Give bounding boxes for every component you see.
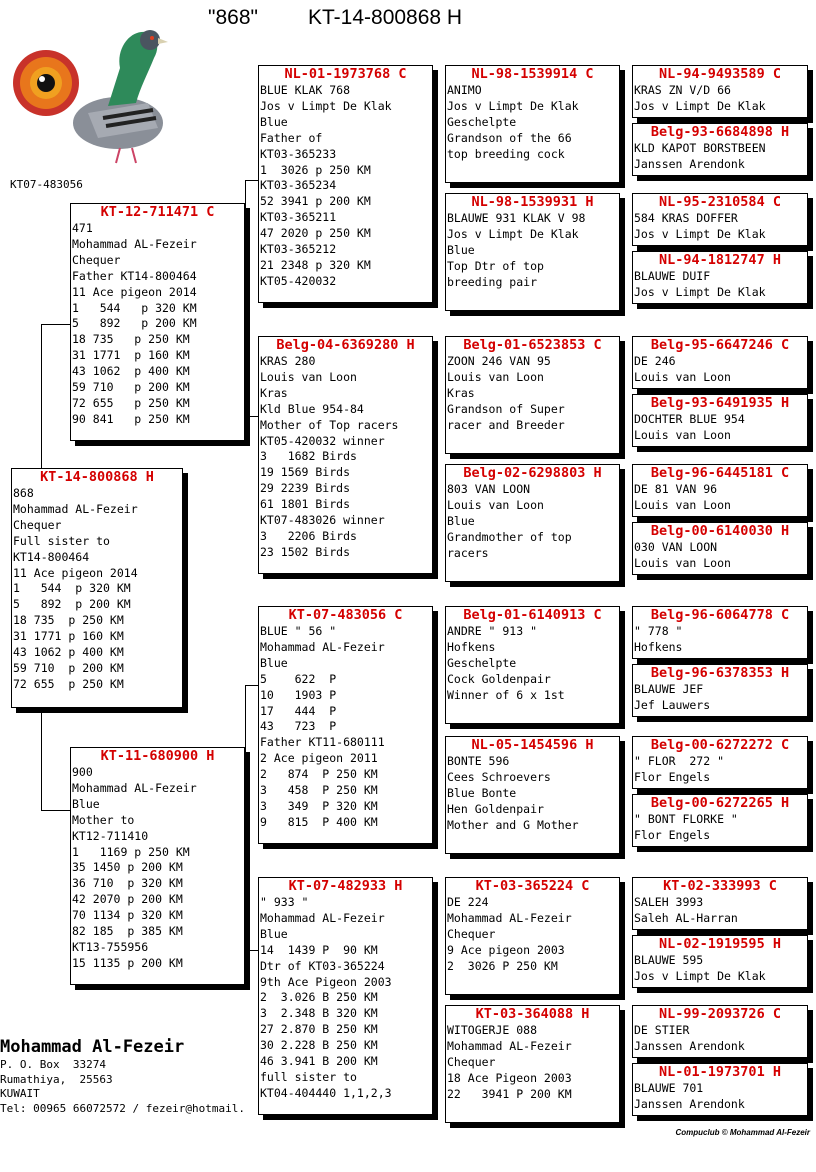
ring-number: NL-98-1539931 H [471,194,594,210]
pedigree-line: Mohammad AL-Fezeir [13,501,138,516]
pedigree-line: Chequer [72,252,121,267]
pedigree-line: Louis van Loon [634,555,731,570]
ring-number: KT-11-680900 H [100,748,215,764]
pedigree-line: KT03-365234 [260,178,337,193]
pedigree-line: Chequer [447,1054,496,1069]
pedigree-card [632,606,808,659]
pedigree-line: KT12-711410 [72,828,149,843]
pedigree-line: 030 VAN LOON [634,540,718,554]
pedigree-line: 36 710 p 320 KM [72,876,183,891]
pedigree-line: Louis van Loon [634,497,731,512]
pedigree-line: Louis van Loon [447,497,544,512]
pedigree-line: KT05-420032 winner [260,433,385,448]
pedigree-line: 1 1169 p 250 KM [72,844,190,859]
pedigree-card [632,522,808,575]
pedigree-line: Jos v Limpt De Klak [447,98,579,113]
pedigree-card [70,747,245,985]
pedigree-card [445,65,620,183]
pedigree-line: Jos v Limpt De Klak [634,226,766,241]
pedigree-line: Kras [260,385,288,400]
pedigree-line: Louis van Loon [260,369,357,384]
pedigree-line: 14 1439 P 90 KM [260,942,378,957]
pedigree-line: Grandson of the 66 [447,130,572,145]
ring-number: KT-03-365224 C [475,878,590,894]
pedigree-line: 18 735 p 250 KM [13,613,124,628]
pedigree-line: 47 2020 p 250 KM [260,226,371,241]
pedigree-line: 5 892 p 200 KM [72,316,197,331]
pedigree-line: Geschelpte [447,655,517,670]
ring-number: KT-12-711471 C [100,204,215,220]
ring-number: Belg-95-6647246 C [650,337,790,353]
pedigree-line: DE STIER [634,1023,690,1037]
pedigree-card [632,877,808,930]
pedigree-line: Hofkens [447,639,496,654]
pedigree-line: 43 1062 p 400 KM [72,364,190,379]
ring-number: KT-03-364088 H [475,1006,590,1022]
pedigree-line: " FLOR 272 " [634,754,725,768]
ring-number: Belg-04-6369280 H [276,337,415,353]
owner-line: Tel: 00965 66072572 / fezeir@hotmail. [0,1101,246,1115]
pedigree-line: WITOGERJE 088 [447,1023,538,1037]
pedigree-line: Mohammad AL-Fezeir [72,236,197,251]
ring-number: Belg-93-6491935 H [650,395,790,411]
pedigree-line: Mohammad AL-Fezeir [72,780,197,795]
pedigree-line: " 778 " [634,624,683,638]
pedigree-card [258,65,433,303]
pedigree-line: Kras [447,385,475,400]
pedigree-line: Top Dtr of top [447,258,544,273]
pedigree-card [445,606,620,724]
pedigree-line: KT14-800464 [13,549,90,564]
pedigree-card [632,123,808,176]
pedigree-line: 15 1135 p 200 KM [72,955,183,970]
eye-and-pigeon-logo [8,18,178,168]
pedigree-line: Grandson of Super [447,401,565,416]
pedigree-line: 22 3941 P 200 KM [447,1086,572,1101]
pedigree-line: top breeding cock [447,146,565,161]
pedigree-card [445,1005,620,1123]
pedigree-line: 19 1569 Birds [260,465,351,480]
pedigree-line: Father of [260,130,323,145]
pedigree-line: Janssen Arendonk [634,1038,745,1053]
pedigree-card [632,935,808,988]
pedigree-card [632,251,808,304]
ring-number: NL-01-1973701 H [659,1064,781,1080]
pedigree-card [445,464,620,582]
pedigree-line: DE 224 [447,895,489,909]
ring-number: Belg-02-6298803 H [463,465,602,481]
pedigree-line: Mohammad AL-Fezeir [260,639,385,654]
pedigree-line: 21 2348 p 320 KM [260,257,371,272]
ring-number: NL-94-9493589 C [659,66,781,82]
pedigree-line: Jos v Limpt De Klak [634,968,766,983]
pedigree-line: 900 [72,765,93,779]
pedigree-line: Cock Goldenpair [447,671,551,686]
pedigree-line: 3 1682 Birds [260,449,357,464]
pedigree-card [258,606,433,844]
pedigree-line: 2 3.026 B 250 KM [260,990,378,1005]
pedigree-line: BONTE 596 [447,754,510,768]
pedigree-card [445,736,620,854]
pedigree-line: 27 2.870 B 250 KM [260,1022,378,1037]
pedigree-line: KT03-365233 [260,146,337,161]
pedigree-line: Grandmother of top [447,529,572,544]
pedigree-line: DE 81 VAN 96 [634,482,718,496]
pedigree-line: 17 444 P [260,703,337,718]
pedigree-line: Janssen Arendonk [634,156,745,171]
pedigree-line: BLUE " 56 " [260,624,337,638]
pedigree-line: 3 2.348 B 320 KM [260,1006,378,1021]
copyright-credit: Compuclub © Mohammad Al-Fezeir [675,1128,810,1137]
pedigree-line: 61 1801 Birds [260,497,351,512]
pedigree-line: KT03-365212 [260,242,337,257]
pedigree-line: 35 1450 p 200 KM [72,860,183,875]
ring-number: Belg-96-6064778 C [650,607,790,623]
pedigree-line: 30 2.228 B 250 KM [260,1038,378,1053]
pedigree-line: 70 1134 p 320 KM [72,908,183,923]
pedigree-line: 9 815 P 400 KM [260,814,378,829]
ring-number: NL-98-1539914 C [471,66,594,82]
ring-number: KT-07-482933 H [288,878,403,894]
owner-block [0,1036,245,1116]
ring-number: Belg-93-6684898 H [650,124,790,140]
ring-number: Belg-96-6445181 C [650,465,790,481]
pedigree-line: 72 655 p 250 KM [72,395,190,410]
pedigree-line: Mother to [72,812,135,827]
pedigree-line: " 933 " [260,895,309,909]
pedigree-card [632,65,808,118]
pedigree-line: KT07-483026 winner [260,513,385,528]
pedigree-line: 2 874 P 250 KM [260,767,378,782]
pedigree-line: 59 710 p 200 KM [13,660,124,675]
pedigree-line: 42 2070 p 200 KM [72,892,183,907]
pigeon-ring-title: KT-14-800868 H [308,6,463,29]
pedigree-line: KT03-365211 [260,210,337,225]
pedigree-line: Flor Engels [634,827,711,842]
ring-number: NL-99-2093726 C [659,1006,781,1022]
pedigree-line: Hofkens [634,639,683,654]
pedigree-line: " BONT FLORKE " [634,812,738,826]
pedigree-line: Louis van Loon [634,427,731,442]
pedigree-line: Blue Bonte [447,785,517,800]
owner-line: P. O. Box 33274 [0,1058,106,1071]
pedigree-line: 2 Ace pigeon 2011 [260,751,378,766]
pedigree-line: BLAUWE DUIF [634,269,711,283]
pedigree-card [632,664,808,717]
pedigree-card [632,1005,808,1058]
pedigree-card [258,877,433,1115]
pedigree-line: KT13-755956 [72,939,149,954]
pedigree-line: 584 KRAS DOFFER [634,211,738,225]
pedigree-card [445,336,620,454]
pedigree-line: KT04-404440 1,1,2,3 [260,1085,392,1100]
pedigree-card [445,193,620,311]
pedigree-line: Louis van Loon [634,369,731,384]
pedigree-line: Father KT14-800464 [72,268,197,283]
owner-name: Mohammad Al-Fezeir [0,1037,185,1057]
pedigree-card [632,193,808,246]
pedigree-line: BLAUWE 931 KLAK V 98 [447,211,586,225]
pedigree-line: ZOON 246 VAN 95 [447,354,551,368]
ring-number: KT-14-800868 H [40,469,154,485]
pedigree-line: Chequer [13,517,62,532]
pedigree-line: KT05-420032 [260,273,337,288]
pedigree-line: DOCHTER BLUE 954 [634,412,745,426]
pedigree-line: 2 3026 P 250 KM [447,958,558,973]
pedigree-line: 72 655 p 250 KM [13,676,124,691]
pedigree-line: 3 458 P 250 KM [260,783,378,798]
pedigree-line: Blue [447,513,475,528]
ring-number: NL-01-1973768 C [284,66,407,82]
pedigree-line: breeding pair [447,274,538,289]
pedigree-line: Dtr of KT03-365224 [260,958,385,973]
pedigree-card [632,464,808,517]
ring-number: NL-05-1454596 H [471,737,594,753]
pedigree-line: 18 735 p 250 KM [72,332,190,347]
pedigree-line: Kld Blue 954-84 [260,401,364,416]
pedigree-line: 31 1771 p 160 KM [13,629,124,644]
pedigree-line: Geschelpte [447,114,517,129]
pedigree-line: ANDRE " 913 " [447,624,538,638]
ring-number: Belg-00-6272265 H [650,795,790,811]
pedigree-line: 1 544 p 320 KM [72,300,197,315]
pedigree-line: BLAUWE 701 [634,1081,704,1095]
pedigree-line: 9 Ace pigeon 2003 [447,942,565,957]
pedigree-line: Jos v Limpt De Klak [260,98,392,113]
pedigree-line: Cees Schroevers [447,769,551,784]
ring-number: KT-07-483056 C [288,607,403,623]
pedigree-card [632,794,808,847]
pedigree-line: Blue [447,242,475,257]
pedigree-line: Saleh AL-Harran [634,910,738,925]
pedigree-line: 1 3026 p 250 KM [260,162,371,177]
pedigree-line: Blue [260,114,288,129]
pedigree-line: BLUE KLAK 768 [260,83,351,97]
pedigree-line: 82 185 p 385 KM [72,924,183,939]
pedigree-line: Jos v Limpt De Klak [634,284,766,299]
owner-line: KUWAIT [0,1087,40,1100]
pedigree-card [11,468,183,708]
pedigree-line: SALEH 3993 [634,895,704,909]
ring-number: Belg-96-6378353 H [650,665,790,681]
pedigree-line: Mother of Top racers [260,417,399,432]
ring-number: Belg-01-6140913 C [463,607,602,623]
pedigree-line: 59 710 p 200 KM [72,380,190,395]
pedigree-line: Hen Goldenpair [447,801,544,816]
pedigree-line: Winner of 6 x 1st [447,687,565,702]
pedigree-line: 10 1903 P [260,687,337,702]
pigeon-name-title: "868" [208,6,258,29]
pedigree-line: 52 3941 p 200 KM [260,194,371,209]
pedigree-line: 31 1771 p 160 KM [72,348,190,363]
pedigree-card [632,394,808,447]
pedigree-line: 90 841 p 250 KM [72,411,190,426]
logo-ring-number: KT07-483056 [10,178,83,191]
pedigree-line: 11 Ace pigeon 2014 [72,284,197,299]
pedigree-line: DE 246 [634,354,676,368]
pedigree-line: 43 1062 p 400 KM [13,645,124,660]
pedigree-line: Jos v Limpt De Klak [634,98,766,113]
pedigree-line: 1 544 p 320 KM [13,581,131,596]
pedigree-line: Blue [72,796,100,811]
pedigree-line: BLAUWE JEF [634,682,704,696]
ring-number: NL-95-2310584 C [659,194,781,210]
ring-number: Belg-00-6140030 H [650,523,790,539]
pedigree-line: Full sister to [13,533,110,548]
pedigree-line: 803 VAN LOON [447,482,531,496]
pedigree-line: 471 [72,221,93,235]
pedigree-line: KRAS 280 [260,354,316,368]
pedigree-line: Blue [260,926,288,941]
pedigree-card [632,1063,808,1116]
pedigree-card [632,736,808,789]
pedigree-line: 9th Ace Pigeon 2003 [260,974,392,989]
pedigree-line: Mohammad AL-Fezeir [447,1038,572,1053]
pedigree-card [70,203,245,441]
pedigree-line: 5 622 P [260,671,337,686]
ring-number: NL-94-1812747 H [659,252,781,268]
pedigree-line: Father KT11-680111 [260,735,385,750]
pedigree-line: 29 2239 Birds [260,481,351,496]
pedigree-card [445,877,620,995]
pedigree-line: Louis van Loon [447,369,544,384]
owner-line: Rumathiya, 25563 [0,1072,113,1086]
pedigree-line: 5 892 p 200 KM [13,597,131,612]
pedigree-line: 11 Ace pigeon 2014 [13,565,138,580]
pedigree-line: 43 723 P [260,719,337,734]
ring-number: KT-02-333993 C [663,878,777,894]
pedigree-line: Mohammad AL-Fezeir [447,910,572,925]
pedigree-line: racers [447,545,489,560]
ring-number: NL-02-1919595 H [659,936,781,952]
pedigree-line: BLAUWE 595 [634,953,704,967]
pedigree-line: Flor Engels [634,769,711,784]
pedigree-line: KRAS ZN V/D 66 [634,83,731,97]
ring-number: Belg-01-6523853 C [463,337,602,353]
pedigree-line: Jos v Limpt De Klak [447,226,579,241]
pedigree-line: Janssen Arendonk [634,1096,745,1111]
ring-number: Belg-00-6272272 C [650,737,790,753]
pedigree-line: Mohammad AL-Fezeir [260,910,385,925]
pedigree-line: 3 2206 Birds [260,528,357,543]
pedigree-line: Mother and G Mother [447,817,579,832]
pedigree-line: racer and Breeder [447,417,565,432]
pedigree-card [258,336,433,574]
pedigree-line: 18 Ace Pigeon 2003 [447,1070,572,1085]
pedigree-line: full sister to [260,1069,357,1084]
pedigree-line: ANIMO [447,83,482,97]
pedigree-line: Chequer [447,926,496,941]
pedigree-line: Blue [260,655,288,670]
pedigree-line: 3 349 P 320 KM [260,798,378,813]
pedigree-line: Jef Lauwers [634,697,711,712]
pedigree-line: 868 [13,486,34,500]
pedigree-line: KLD KAPOT BORSTBEEN [634,141,766,155]
pedigree-line: 46 3.941 B 200 KM [260,1054,378,1069]
pedigree-line: 23 1502 Birds [260,544,351,559]
pedigree-card [632,336,808,389]
